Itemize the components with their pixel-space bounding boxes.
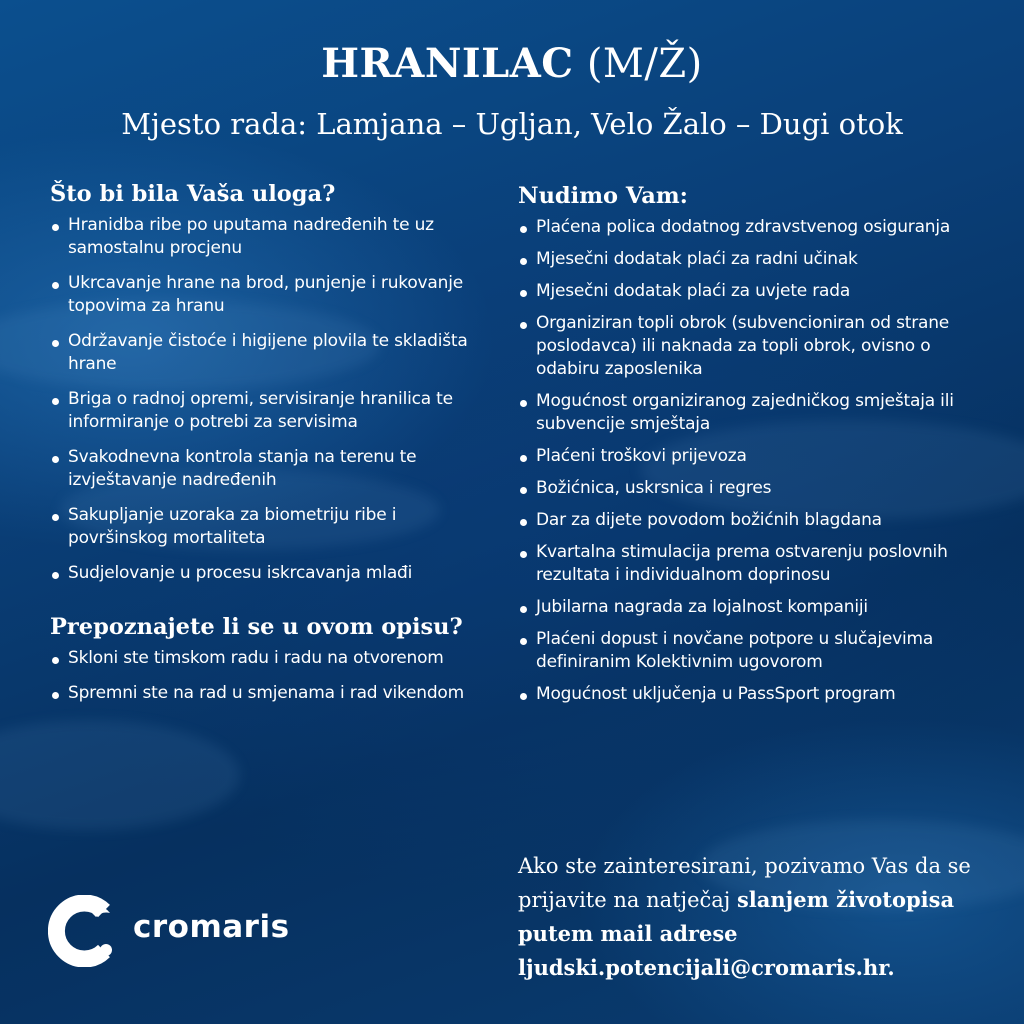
- offer-item: Jubilarna nagrada za lojalnost kompaniji: [518, 596, 988, 619]
- work-location: Mjesto rada: Lamjana – Ugljan, Velo Žalo – Dugi otok: [121, 107, 903, 141]
- offer-item: Mogućnost uključenja u PassSport program: [518, 683, 988, 706]
- job-title-main: HRANILAC: [321, 40, 574, 87]
- offer-item: Mogućnost organiziranog zajedničkog smještaja ili subvencije smještaja: [518, 390, 988, 436]
- job-title-suffix: (M/Ž): [586, 41, 703, 87]
- offer-item: Plaćena polica dodatnog zdravstvenog osiguranja: [518, 216, 988, 239]
- offer-item: Božićnica, uskrsnica i regres: [518, 477, 988, 500]
- background-fish: [0, 720, 240, 830]
- offer-item: Dar za dijete povodom božićnih blagdana: [518, 509, 988, 532]
- logo-wordmark: cromaris: [133, 909, 290, 945]
- profile-list: [50, 647, 480, 705]
- left-column: [50, 180, 480, 717]
- contact-email[interactable]: ljudski.potencijali@cromaris.hr.: [518, 955, 895, 980]
- cta-intro: Ako ste zainteresirani, pozivamo Vas da se prijavite na natječaj: [518, 854, 971, 912]
- profile-heading: Prepoznajete li se u ovom opisu?: [50, 614, 463, 640]
- role-list: [50, 214, 480, 585]
- offer-item: Plaćeni troškovi prijevoza: [518, 445, 988, 468]
- application-call-to-action: [518, 850, 978, 985]
- offer-list: [518, 216, 988, 706]
- offer-item: Plaćeni dopust i novčane potpore u slučajevima definiranim Kolektivnim ugovorom: [518, 628, 988, 674]
- offer-item: Kvartalna stimulacija prema ostvarenju poslovnih rezultata i individualnom doprinosu: [518, 541, 988, 587]
- role-item: Hranidba ribe po uputama nadređenih te uz samostalnu procjenu: [50, 214, 480, 260]
- offer-heading: Nudimo Vam:: [518, 183, 688, 209]
- cta-bold: slanjem životopisa putem mail adrese: [518, 887, 955, 946]
- profile-item: Spremni ste na rad u smjenama i rad vikendom: [50, 682, 480, 705]
- role-item: Ukrcavanje hrane na brod, punjenje i rukovanje topovima za hranu: [50, 272, 480, 318]
- profile-item: Skloni ste timskom radu i radu na otvorenom: [50, 647, 480, 670]
- role-item: Sakupljanje uzoraka za biometriju ribe i površinskog mortaliteta: [50, 504, 480, 550]
- offer-item: Mjesečni dodatak plaći za uvjete rada: [518, 280, 988, 303]
- role-item: Održavanje čistoće i higijene plovila te skladišta hrane: [50, 330, 480, 376]
- job-title: [0, 38, 1024, 90]
- role-item: Briga o radnoj opremi, servisiranje hranilica te informiranje o potrebi za servisima: [50, 388, 480, 434]
- role-item: Svakodnevna kontrola stanja na terenu te izvještavanje nadređenih: [50, 446, 480, 492]
- role-item: Sudjelovanje u procesu iskrcavanja mlađi: [50, 562, 480, 585]
- right-column: [518, 182, 988, 715]
- cromaris-c-logo-icon: [48, 895, 120, 967]
- role-heading: Što bi bila Vaša uloga?: [50, 181, 336, 207]
- offer-item: Organiziran topli obrok (subvencioniran od strane poslodavca) ili naknada za topli obrok, ovisno o odabiru zaposlenika: [518, 312, 988, 381]
- cromaris-logo: [48, 895, 308, 965]
- offer-item: Mjesečni dodatak plaći za radni učinak: [518, 248, 988, 271]
